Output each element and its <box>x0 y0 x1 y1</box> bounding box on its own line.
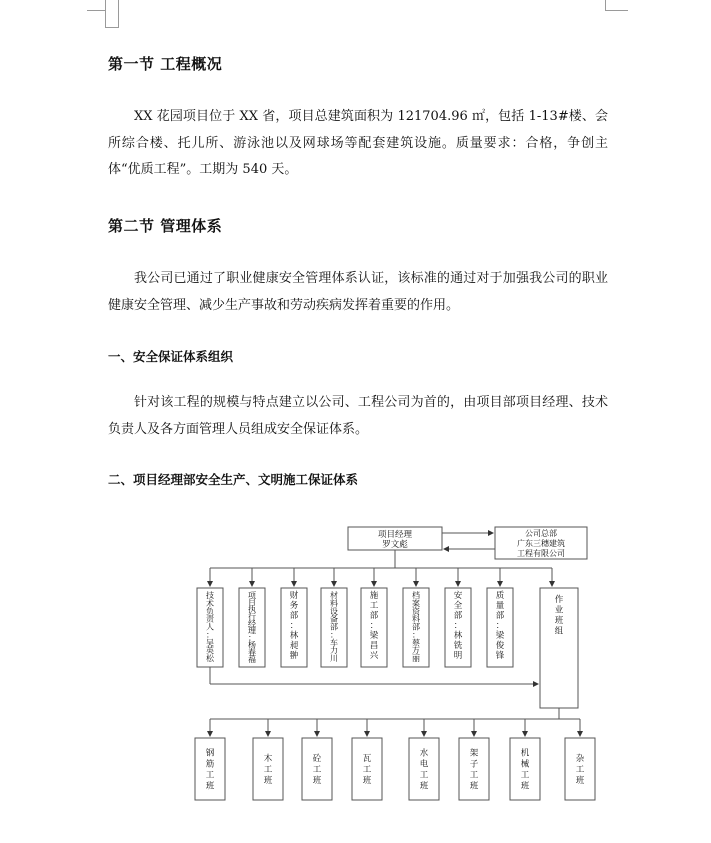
department-label-1: 技术负责人：吴英松 <box>206 591 214 664</box>
sub1-heading: 一、安全保证体系组织 <box>108 349 234 364</box>
department-label-4: 材料设备部：车力川 <box>330 591 338 664</box>
team-label-7: 机械工班 <box>520 748 530 792</box>
section2-heading: 第二节 管理体系 <box>108 217 223 235</box>
hq-line2: 广东三穗建筑 <box>517 539 565 548</box>
department-label-6: 档案资料部：蔡万丽 <box>412 591 420 664</box>
hq-line1: 公司总部 <box>525 529 557 538</box>
team-label-3: 砼工班 <box>312 754 322 786</box>
sub2-heading: 二、项目经理部安全生产、文明施工保证体系 <box>108 472 359 487</box>
department-label-2: 项目执行经理：杨春福 <box>248 591 256 664</box>
team-label-6: 架子工班 <box>469 748 479 792</box>
manager-title: 项目经理 <box>377 530 413 540</box>
section2-paragraph: 我公司已通过了职业健康安全管理体系认证，该标准的通过对于加强我公司的职业健康安全管理、减少生产事故和劳动疾病发挥着重要的作用。 <box>108 271 608 313</box>
department-label-8: 质量部：梁俊锋 <box>495 591 505 661</box>
team-label-5: 水电工班 <box>419 748 429 792</box>
section1-heading: 第一节 工程概况 <box>108 55 223 73</box>
team-label-8: 杂工班 <box>575 754 585 786</box>
department-label-5: 施工部：梁昌兴 <box>369 591 379 661</box>
section1-paragraph: XX 花园项目位于 XX 省，项目总建筑面积为 121704.96 ㎡，包括 1-13#楼、会所综合楼、托儿所、游泳池以及网球场等配套建筑设施。质量要求：合格，争创主体“优质工程”。工期为 540 天。 <box>108 109 608 177</box>
work-group-label: 作业班组 <box>554 595 564 637</box>
sub1-paragraph: 针对该工程的规模与特点建立以公司、工程公司为首的，由项目部项目经理、技术负责人及各方面管理人员组成安全保证体系。 <box>108 395 608 437</box>
hq-line3: 工程有限公司 <box>517 549 565 558</box>
department-label-7: 安全部：林铣明 <box>453 591 463 661</box>
department-label-3: 财务部：林昶翀 <box>289 591 299 661</box>
manager-name: 罗文彪 <box>382 540 408 550</box>
team-label-1: 钢筋工班 <box>205 748 215 792</box>
team-label-4: 瓦工班 <box>362 754 372 786</box>
team-label-2: 木工班 <box>263 754 273 786</box>
